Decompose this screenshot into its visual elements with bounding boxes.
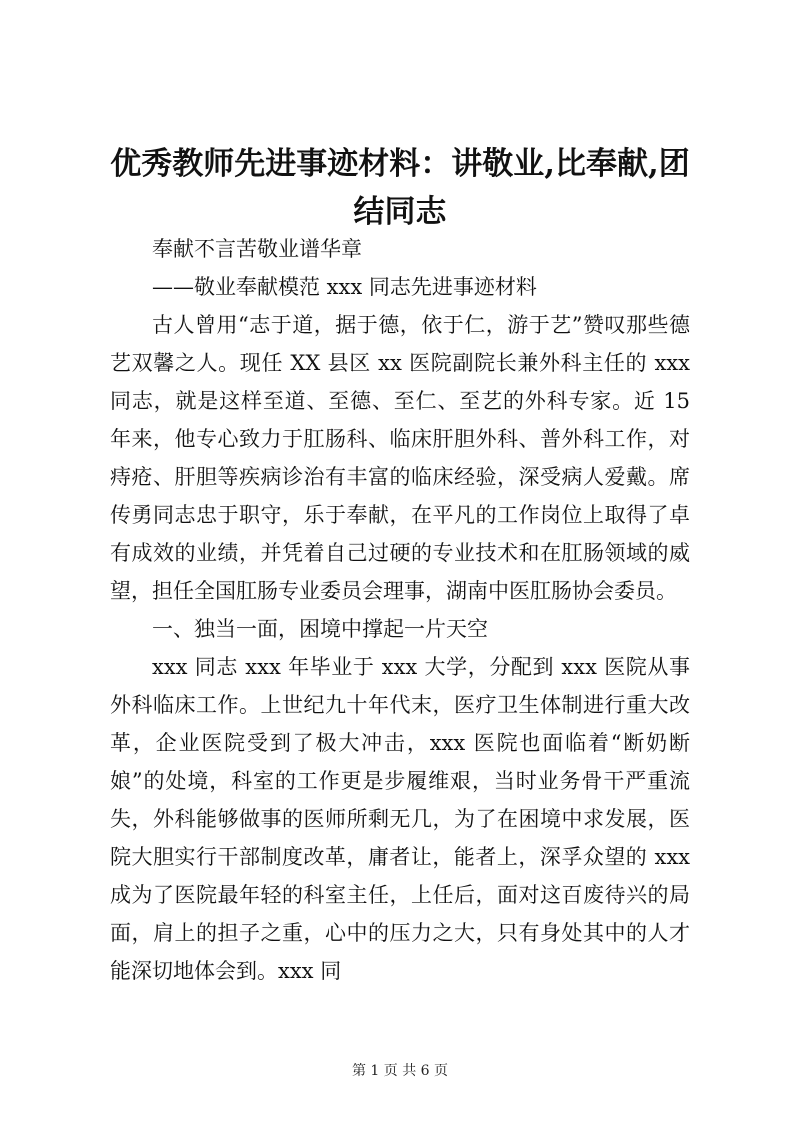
- document-title: 优秀教师先进事迹材料：讲敬业,比奉献,团结同志: [110, 146, 690, 230]
- document-subtitle: 奉献不言苦敬业谱华章: [152, 237, 362, 261]
- paragraph-intro: 古人曾用“志于道，据于德，依于仁，游于艺”赞叹那些德艺双馨之人。现任 XX 县区 xx 医院副院长兼外科主任的 xxx 同志，就是这样至道、至德、至仁、至艺的外科专家。近 15 年来，他专心致力于肛肠科、临床肝胆外科、普外科工作，对痔疮、肝胆等疾病诊治有丰富的临床经验，深受病人爱戴。席传勇同志忠于职守，乐于奉献，在平凡的工作岗位上取得了卓有成效的业绩，并凭着自己过硬的专业技术和在肛肠领域的威望，担任全国肛肠专业委员会理事，湖南中医肛肠协会委员。: [110, 313, 690, 603]
- document-body: [110, 230, 690, 990]
- section-heading-1: 一、独当一面，困境中撑起一片天空: [152, 617, 488, 641]
- paragraph-section-1: xxx 同志 xxx 年毕业于 xxx 大学，分配到 xxx 医院从事外科临床工作。上世纪九十年代末，医疗卫生体制进行重大改革，企业医院受到了极大冲击，xxx 医院也面临着“断奶断娘”的处境，科室的工作更是步履维艰，当时业务骨干严重流失，外科能够做事的医师所剩无几，为了在困境中求发展，医院大胆实行干部制度改革，庸者让，能者上，深孚众望的 xxx 成为了医院最年轻的科室主任，上任后，面对这百废待兴的局面，肩上的担子之重，心中的压力之大，只有身处其中的人才能深切地体会到。xxx 同: [110, 655, 690, 983]
- page-number-footer: 第 1 页 共 6 页: [351, 1063, 449, 1079]
- document-byline: ——敬业奉献模范 xxx 同志先进事迹材料: [152, 275, 537, 299]
